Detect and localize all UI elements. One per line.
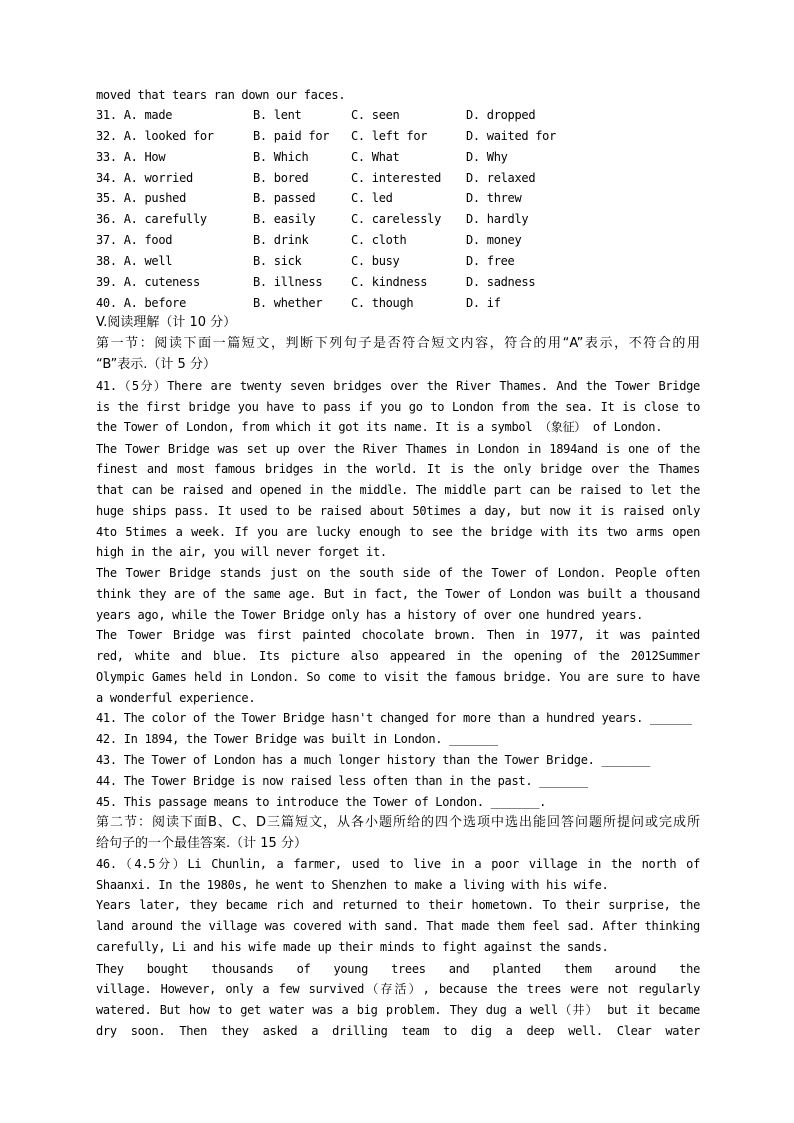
- text-line: 42. In 1894, the Tower Bridge was built in London. _______: [96, 732, 498, 746]
- text-line: moved that tears ran down our faces.: [96, 88, 346, 102]
- text-line: 44. The Tower Bridge is now raised less often than in the past. _______: [96, 774, 588, 788]
- option-a: 36. A. carefully: [96, 212, 207, 226]
- text-line: 45. This passage means to introduce the Tower of London. _______.: [96, 795, 547, 809]
- option-d: D. relaxed: [466, 171, 536, 185]
- option-c: C. left for: [351, 129, 428, 143]
- option-b: B. sick: [253, 254, 302, 268]
- option-d: D. if: [466, 296, 501, 310]
- text-line: red, white and blue. Its picture also appeared in the opening of the 2012Summer: [96, 649, 700, 663]
- option-b: B. bored: [253, 171, 309, 185]
- option-a: 37. A. food: [96, 233, 173, 247]
- option-c: C. carelessly: [351, 212, 442, 226]
- option-a: 35. A. pushed: [96, 191, 187, 205]
- option-d: D. free: [466, 254, 515, 268]
- text-line: that can be raised and opened in the middle. The middle part can be raised to let the: [96, 483, 700, 497]
- option-d: D. hardly: [466, 212, 529, 226]
- option-c: C. seen: [351, 108, 400, 122]
- option-a: 31. A. made: [96, 108, 173, 122]
- option-a: 32. A. looked for: [96, 129, 214, 143]
- text-line: think they are of the same age. But in fact, the Tower of London was built a thousand: [96, 587, 700, 601]
- text-line: dry soon. Then they asked a drilling team to dig a deep well. Clear water: [96, 1024, 700, 1038]
- text-line: the Tower of London, from which it got its name. It is a symbol （象征） of London.: [96, 420, 663, 434]
- option-d: D. sadness: [466, 275, 536, 289]
- option-a: 33. A. How: [96, 150, 166, 164]
- text-line: high in the air, you will never forget it.: [96, 545, 387, 559]
- text-line: huge ships pass. It used to be raised about 50times a day, but now it is raised only: [96, 504, 700, 518]
- option-c: C. busy: [351, 254, 400, 268]
- option-c: C. though: [351, 296, 414, 310]
- text-line: 第一节：阅读下面一篇短文，判断下列句子是否符合短文内容，符合的用“A”表示，不符合的用: [96, 336, 700, 351]
- text-line: 4to 5times a week. If you are lucky enough to see the bridge with its two arms open: [96, 525, 700, 539]
- text-line: The Tower Bridge was set up over the River Thames in London in 1894and is one of the: [96, 442, 700, 456]
- option-d: D. waited for: [466, 129, 557, 143]
- option-b: B. easily: [253, 212, 316, 226]
- option-b: B. paid for: [253, 129, 330, 143]
- option-c: C. What: [351, 150, 400, 164]
- text-line: is the first bridge you have to pass if you go to London from the sea. It is close to: [96, 400, 700, 414]
- option-d: D. threw: [466, 191, 522, 205]
- text-line: land around the village was covered with sand. That made them feel sad. After thinking: [96, 919, 700, 933]
- option-c: C. interested: [351, 171, 442, 185]
- option-a: 39. A. cuteness: [96, 275, 200, 289]
- text-line: “B”表示.（计 5 分）: [96, 357, 216, 372]
- text-line: The Tower Bridge was first painted chocolate brown. Then in 1977, it was painted: [96, 628, 700, 642]
- option-d: D. money: [466, 233, 522, 247]
- text-line: finest and most famous bridges in the world. It is the only bridge over the Thames: [96, 462, 700, 476]
- option-b: B. illness: [253, 275, 323, 289]
- text-line: 给句子的一个最佳答案.（计 15 分）: [96, 836, 307, 851]
- text-line: The Tower Bridge stands just on the south side of the Tower of London. People often: [96, 566, 700, 580]
- option-a: 38. A. well: [96, 254, 173, 268]
- text-line: a wonderful experience.: [96, 691, 256, 705]
- option-b: B. drink: [253, 233, 309, 247]
- text-line: Olympic Games held in London. So come to visit the famous bridge. You are sure to have: [96, 670, 700, 684]
- option-b: B. lent: [253, 108, 302, 122]
- text-line: Years later, they became rich and returned to their hometown. To their surprise, the: [96, 898, 700, 912]
- text-line: 46.（4.5分）Li Chunlin, a farmer, used to live in a poor village in the north of: [96, 857, 700, 871]
- option-a: 34. A. worried: [96, 171, 193, 185]
- text-line: V.阅读理解（计 10 分）: [96, 315, 237, 330]
- text-line: Shaanxi. In the 1980s, he went to Shenzhen to make a living with his wife.: [96, 878, 609, 892]
- option-d: D. Why: [466, 150, 508, 164]
- option-b: B. passed: [253, 191, 316, 205]
- text-line: carefully, Li and his wife made up their minds to fight against the sands.: [96, 940, 609, 954]
- option-c: C. kindness: [351, 275, 428, 289]
- text-line: years ago, while the Tower Bridge only has a history of over one hundred years.: [96, 608, 644, 622]
- text-line: village. However, only a few survived（存活）, because the trees were not regularly: [96, 982, 700, 996]
- option-b: B. Which: [253, 150, 309, 164]
- text-line: 第二节：阅读下面B、C、D三篇短文，从各小题所给的四个选项中选出能回答问题所提问或完成所: [96, 815, 700, 830]
- text-line: 43. The Tower of London has a much longer history than the Tower Bridge. _______: [96, 753, 650, 767]
- option-d: D. dropped: [466, 108, 536, 122]
- option-c: C. led: [351, 191, 393, 205]
- text-line: watered. But how to get water was a big problem. They dug a well（井） but it became: [96, 1003, 700, 1017]
- text-line: 41. The color of the Tower Bridge hasn't changed for more than a hundred years. ______: [96, 711, 692, 725]
- option-b: B. whether: [253, 296, 323, 310]
- option-a: 40. A. before: [96, 296, 187, 310]
- text-line: They bought thousands of young trees and planted them around the: [96, 962, 700, 976]
- text-line: 41.（5分）There are twenty seven bridges over the River Thames. And the Tower Bridge: [96, 379, 700, 393]
- option-c: C. cloth: [351, 233, 407, 247]
